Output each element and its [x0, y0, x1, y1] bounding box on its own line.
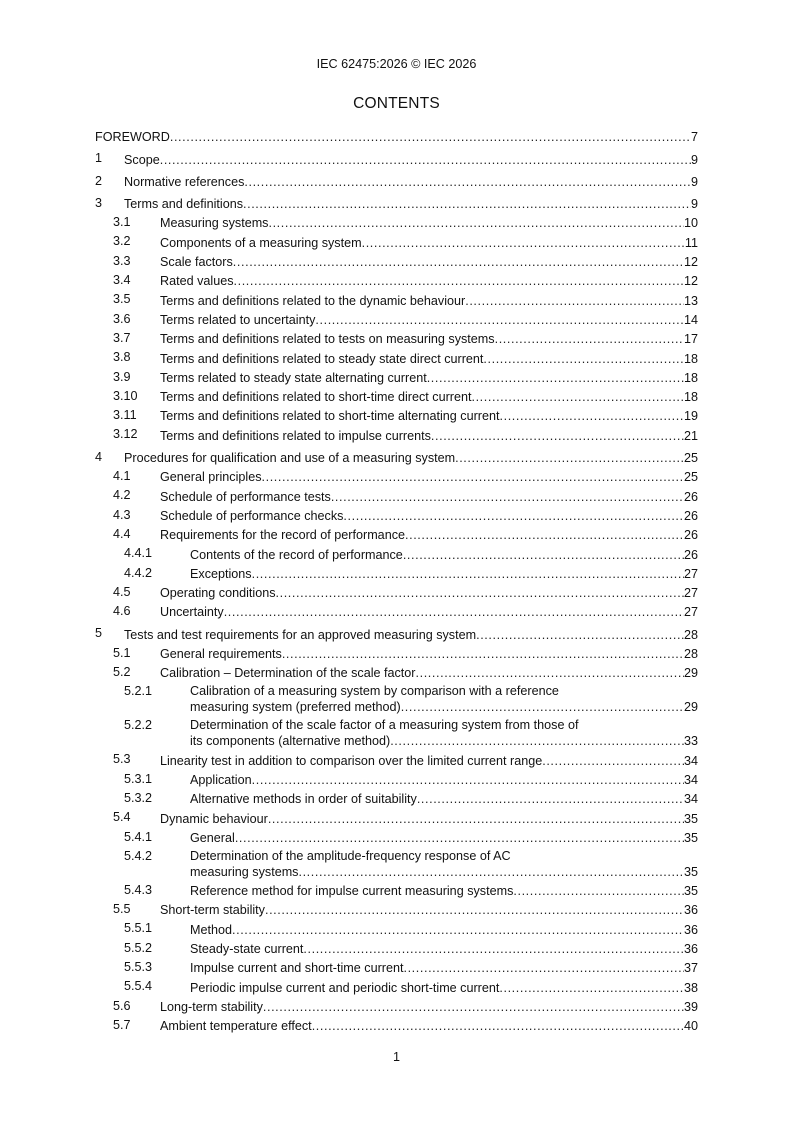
toc-entry-title: Linearity test in addition to comparison over the limited current range [160, 753, 543, 768]
toc-entry-title: Terms related to steady state alternating current [160, 370, 427, 385]
toc-entry-line [160, 236, 698, 250]
toc-entry-line [190, 831, 698, 845]
dot-leader [244, 175, 691, 189]
toc-entry-title: Contents of the record of performance [190, 547, 403, 562]
toc-entry-line [160, 429, 698, 443]
toc-entry-page: 34 [683, 772, 698, 787]
dot-leader [263, 1000, 684, 1014]
toc-entry-page: 9 [690, 197, 698, 212]
toc-entry-title: General [190, 830, 235, 845]
dot-leader [483, 352, 684, 366]
dot-leader [390, 734, 684, 748]
toc-entry-number: 5.5.4 [124, 979, 153, 994]
toc-entry-page: 35 [683, 864, 698, 879]
toc-entry-number: 3.10 [113, 388, 138, 403]
toc-entry-number: 1 [95, 151, 103, 166]
toc-entry[interactable] [95, 977, 698, 996]
toc-entry-line [160, 371, 698, 385]
toc-entry-title-line: Calibration of a measuring system by comparison with a reference [190, 684, 559, 699]
toc-entry-title: Normative references [124, 174, 245, 189]
toc-entry-title: Reference method for impulse current measuring systems [190, 884, 514, 899]
toc-entry-number: 4.4 [113, 526, 131, 541]
toc-entry-number: 5.2 [113, 665, 131, 680]
toc-entry-page: 27 [683, 605, 698, 620]
toc-entry-page: 21 [683, 428, 698, 443]
toc-entry-line [160, 754, 698, 768]
dot-leader [542, 754, 684, 768]
toc-entry-title: Terms and definitions related to steady state direct current [160, 351, 484, 366]
toc-entry-page: 29 [683, 700, 698, 715]
document-header: IEC 62475:2026 © IEC 2026 [316, 57, 477, 71]
toc-entry-line [190, 773, 698, 787]
toc-entry-number: 3.5 [113, 292, 131, 307]
dot-leader [268, 216, 684, 230]
toc-entry[interactable] [95, 602, 698, 621]
toc-entry-page: 19 [683, 409, 698, 424]
toc-entry[interactable] [95, 663, 698, 682]
toc-entry-number: 4 [95, 449, 103, 464]
dot-leader [312, 1019, 684, 1033]
toc-entry[interactable] [95, 194, 698, 213]
toc-entry-title: Schedule of performance checks [160, 508, 344, 523]
toc-entry-line [160, 903, 698, 917]
toc-entry-number: 4.4.1 [124, 546, 153, 561]
dot-leader [401, 700, 684, 714]
toc-entry-page: 36 [683, 941, 698, 956]
toc-entry-number: 3.2 [113, 234, 131, 249]
toc-entry[interactable] [95, 525, 698, 544]
toc-entry-line [190, 700, 698, 714]
toc-entry[interactable] [95, 213, 698, 232]
toc-entry-line [190, 734, 698, 748]
toc-entry-title-line: Determination of the scale factor of a measuring system from those of [190, 718, 579, 733]
toc-entry-line [190, 865, 698, 879]
toc-entry-title: Scale factors [160, 255, 233, 270]
toc-entry[interactable] [95, 406, 698, 425]
toc-entry[interactable] [95, 387, 698, 406]
dot-leader [500, 409, 684, 423]
toc-entry-title: Operating conditions [160, 586, 276, 601]
toc-entry-number: 3 [95, 195, 103, 210]
toc-entry[interactable] [95, 425, 698, 444]
toc-entry-line [124, 175, 698, 189]
toc-entry-number: 3.12 [113, 427, 138, 442]
toc-entry-page: 11 [684, 235, 698, 250]
toc-entry-line [190, 548, 698, 562]
toc-entry[interactable] [95, 564, 698, 583]
toc-entry-line [160, 647, 698, 661]
toc-entry[interactable] [95, 506, 698, 525]
toc-entry-line [124, 628, 698, 642]
page-number: 1 [392, 1050, 400, 1064]
toc-entry-number: 5.3.2 [124, 790, 153, 805]
toc-entry-number: 3.8 [113, 350, 131, 365]
toc-entry-title: Schedule of performance tests [160, 489, 331, 504]
toc-entry-page: 35 [683, 830, 698, 845]
dot-leader [343, 509, 684, 523]
toc-entry-number: 4.5 [113, 584, 131, 599]
toc-entry-number: 3.7 [113, 330, 131, 345]
toc-entry-number: 3.6 [113, 311, 131, 326]
dot-leader [476, 628, 684, 642]
toc-entry[interactable] [95, 847, 698, 881]
toc-entry-title-line: Determination of the amplitude-frequency response of AC [190, 848, 511, 863]
toc-entry[interactable] [95, 808, 698, 827]
toc-entry[interactable] [95, 644, 698, 663]
toc-entry-page: 34 [683, 792, 698, 807]
toc-entry-title: Calibration – Determination of the scale factor [160, 666, 416, 681]
toc-entry-number: 5.1 [113, 645, 131, 660]
toc-entry-page: 26 [683, 508, 698, 523]
toc-entry[interactable] [95, 682, 698, 716]
toc-entry-page: 9 [690, 152, 698, 167]
toc-entry[interactable] [95, 939, 698, 958]
toc-entry-page: 33 [683, 734, 698, 749]
toc-entry-title: Rated values [160, 274, 234, 289]
toc-entry-title: Tests and test requirements for an approved measuring system [124, 627, 477, 642]
toc-entry-number: 4.1 [113, 469, 131, 484]
toc-entry-number: 4.6 [113, 604, 131, 619]
toc-entry-number: 5.2.1 [124, 684, 153, 699]
dot-leader [499, 981, 684, 995]
dot-leader [232, 923, 684, 937]
toc-entry-page: 36 [683, 922, 698, 937]
toc-entry-page: 27 [683, 586, 698, 601]
dot-leader [431, 429, 684, 443]
toc-entry-page: 12 [683, 255, 698, 270]
toc-entry-line [160, 1000, 698, 1014]
toc-entry-title: Ambient temperature effect [160, 1019, 312, 1034]
dot-leader [403, 961, 684, 975]
dot-leader [403, 548, 684, 562]
toc-entry-number: 5.5.3 [124, 959, 153, 974]
toc-entry-title: Terms and definitions related to the dynamic behaviour [160, 293, 466, 308]
toc-entry-title: its components (alternative method) [190, 734, 391, 749]
toc-entry-title: Terms and definitions related to tests on measuring systems [160, 332, 495, 347]
toc-entry-number: 3.4 [113, 273, 131, 288]
toc-entry-page: 17 [683, 332, 698, 347]
toc-entry-number: 4.4.2 [124, 565, 153, 580]
toc-entry[interactable] [95, 997, 698, 1016]
toc-entry-title: General requirements [160, 647, 282, 662]
dot-leader [233, 255, 684, 269]
toc-entry-number: 5.4.2 [124, 848, 153, 863]
toc-entry-title: Components of a measuring system [160, 235, 362, 250]
toc-entry[interactable] [95, 544, 698, 563]
toc-entry-page: 26 [683, 547, 698, 562]
dot-leader [455, 451, 684, 465]
toc-entry[interactable] [95, 348, 698, 367]
toc-entry-title: FOREWORD [95, 130, 170, 145]
toc-entry-title: General principles [160, 470, 262, 485]
toc-entry[interactable] [95, 232, 698, 251]
dot-leader [416, 666, 684, 680]
toc-entry-line [160, 470, 698, 484]
toc-entry[interactable] [95, 368, 698, 387]
toc-entry-number: 4.3 [113, 507, 131, 522]
toc-entry-title: Long-term stability [160, 999, 263, 1014]
dot-leader [298, 865, 684, 879]
toc-entry-line [160, 666, 698, 680]
toc-entry-line [160, 812, 698, 826]
toc-entry-title: Terms and definitions related to short-time direct current [160, 390, 472, 405]
toc-entry[interactable] [95, 127, 698, 146]
dot-leader [427, 371, 684, 385]
toc-entry-title: Terms and definitions related to impulse currents [160, 428, 431, 443]
dot-leader [268, 812, 684, 826]
dot-leader [276, 586, 684, 600]
toc-entry-title: Alternative methods in order of suitability [190, 792, 417, 807]
dot-leader [252, 773, 684, 787]
toc-entry[interactable] [95, 770, 698, 789]
toc-entry-line [124, 451, 698, 465]
toc-entry-number: 5.6 [113, 998, 131, 1013]
dot-leader [495, 332, 684, 346]
toc-entry-line [160, 216, 698, 230]
toc-entry-page: 40 [683, 1019, 698, 1034]
toc-entry-line [160, 586, 698, 600]
toc-entry-page: 25 [683, 470, 698, 485]
toc-entry[interactable] [95, 172, 698, 191]
toc-entry[interactable] [95, 828, 698, 847]
toc-entry[interactable] [95, 290, 698, 309]
toc-entry-line [190, 792, 698, 806]
toc-entry-page: 37 [683, 961, 698, 976]
table-of-contents [95, 124, 698, 1035]
toc-entry-title: Procedures for qualification and use of a measuring system [124, 451, 456, 466]
toc-entry-line [160, 294, 698, 308]
toc-entry-page: 10 [683, 216, 698, 231]
toc-entry[interactable] [95, 448, 698, 467]
toc-entry-page: 36 [683, 903, 698, 918]
toc-entry-page: 28 [683, 647, 698, 662]
toc-entry-title: Measuring systems [160, 216, 269, 231]
toc-entry[interactable] [95, 329, 698, 348]
dot-leader [362, 236, 685, 250]
toc-entry-number: 3.3 [113, 253, 131, 268]
dot-leader [265, 903, 684, 917]
toc-entry-page: 14 [683, 312, 698, 327]
toc-entry-number: 5.3.1 [124, 771, 153, 786]
toc-entry-number: 3.9 [113, 369, 131, 384]
toc-entry-title: measuring systems [190, 864, 299, 879]
toc-entry-title: Scope [124, 152, 160, 167]
dot-leader [417, 792, 684, 806]
toc-entry-number: 3.1 [113, 215, 131, 230]
toc-entry[interactable] [95, 919, 698, 938]
toc-entry-line [160, 255, 698, 269]
toc-entry[interactable] [95, 149, 698, 168]
toc-entry[interactable] [95, 252, 698, 271]
toc-entry-number: 5.3 [113, 752, 131, 767]
toc-entry-title: Requirements for the record of performance [160, 528, 405, 543]
toc-entry-number: 4.2 [113, 488, 131, 503]
dot-leader [262, 470, 684, 484]
toc-entry[interactable] [95, 958, 698, 977]
contents-title: CONTENTS [353, 95, 440, 112]
toc-entry-page: 29 [683, 666, 698, 681]
toc-entry[interactable] [95, 583, 698, 602]
dot-leader [235, 831, 684, 845]
dot-leader [282, 647, 684, 661]
dot-leader [315, 313, 684, 327]
toc-entry-page: 13 [683, 293, 698, 308]
toc-entry-number: 5.4 [113, 810, 131, 825]
toc-entry-line [160, 390, 698, 404]
toc-entry-number: 5 [95, 626, 103, 641]
toc-entry-page: 39 [683, 999, 698, 1014]
toc-entry-line [160, 332, 698, 346]
toc-entry[interactable] [95, 789, 698, 808]
toc-entry-line [190, 961, 698, 975]
toc-entry[interactable] [95, 900, 698, 919]
toc-entry-page: 18 [683, 370, 698, 385]
toc-entry-number: 5.5 [113, 902, 131, 917]
toc-entry-line [160, 409, 698, 423]
toc-entry-page: 12 [683, 274, 698, 289]
toc-entry-line [190, 981, 698, 995]
toc-entry-line [124, 153, 698, 167]
toc-entry-line [160, 490, 698, 504]
toc-entry[interactable] [95, 271, 698, 290]
toc-entry-title: Impulse current and short-time current [190, 961, 404, 976]
toc-entry-line [160, 605, 698, 619]
toc-entry-page: 35 [683, 884, 698, 899]
toc-entry[interactable] [95, 881, 698, 900]
dot-leader [465, 294, 684, 308]
toc-entry-page: 27 [683, 566, 698, 581]
toc-entry-number: 2 [95, 173, 103, 188]
toc-entry[interactable] [95, 486, 698, 505]
toc-entry-line [160, 509, 698, 523]
dot-leader [252, 567, 684, 581]
toc-entry-line [160, 274, 698, 288]
toc-entry-line [160, 528, 698, 542]
toc-entry-title: Terms related to uncertainty [160, 312, 316, 327]
dot-leader [160, 153, 691, 167]
toc-entry-line [160, 1019, 698, 1033]
toc-entry-title: measuring system (preferred method) [190, 700, 401, 715]
toc-entry-title: Periodic impulse current and periodic short-time current [190, 980, 500, 995]
toc-entry[interactable] [95, 310, 698, 329]
toc-entry-title: Terms and definitions related to short-time alternating current [160, 409, 500, 424]
toc-entry-number: 5.7 [113, 1017, 131, 1032]
toc-entry-line [190, 923, 698, 937]
toc-entry[interactable] [95, 716, 698, 750]
dot-leader [331, 490, 684, 504]
toc-entry-line [190, 567, 698, 581]
toc-entry-page: 25 [683, 451, 698, 466]
toc-entry-page: 34 [683, 753, 698, 768]
dot-leader [243, 197, 691, 211]
toc-entry-number: 3.11 [113, 408, 137, 423]
toc-entry[interactable] [95, 750, 698, 769]
toc-entry-title: Steady-state current [190, 941, 304, 956]
toc-entry-page: 38 [683, 980, 698, 995]
dot-leader [303, 942, 684, 956]
toc-entry-title: Application [190, 772, 252, 787]
toc-entry-page: 26 [683, 489, 698, 504]
dot-leader [170, 130, 691, 144]
toc-entry-page: 7 [690, 130, 698, 145]
toc-entry-line [190, 942, 698, 956]
toc-entry-title: Uncertainty [160, 605, 224, 620]
toc-entry-title: Method [190, 922, 233, 937]
dot-leader [234, 274, 684, 288]
toc-entry-number: 5.4.1 [124, 829, 153, 844]
toc-entry-page: 26 [683, 528, 698, 543]
toc-entry-title: Terms and definitions [124, 197, 244, 212]
dot-leader [513, 884, 684, 898]
dot-leader [224, 605, 684, 619]
dot-leader [405, 528, 684, 542]
toc-entry-number: 5.5.1 [124, 921, 153, 936]
toc-entry-title: Short-term stability [160, 903, 265, 918]
toc-entry-number: 5.5.2 [124, 940, 153, 955]
toc-entry-line [124, 197, 698, 211]
toc-entry-page: 18 [683, 351, 698, 366]
toc-entry-page: 28 [683, 627, 698, 642]
toc-entry-page: 35 [683, 811, 698, 826]
toc-entry-line [160, 352, 698, 366]
toc-entry[interactable] [95, 1016, 698, 1035]
toc-entry-line [95, 130, 698, 144]
toc-entry-title: Exceptions [190, 566, 252, 581]
dot-leader [471, 390, 684, 404]
toc-entry-line [190, 884, 698, 898]
toc-entry-number: 5.4.3 [124, 882, 153, 897]
toc-entry[interactable] [95, 624, 698, 643]
toc-entry-page: 18 [683, 390, 698, 405]
toc-entry-page: 9 [690, 174, 698, 189]
toc-entry-number: 5.2.2 [124, 718, 153, 733]
toc-entry-title: Dynamic behaviour [160, 811, 268, 826]
toc-entry[interactable] [95, 467, 698, 486]
toc-entry-line [160, 313, 698, 327]
